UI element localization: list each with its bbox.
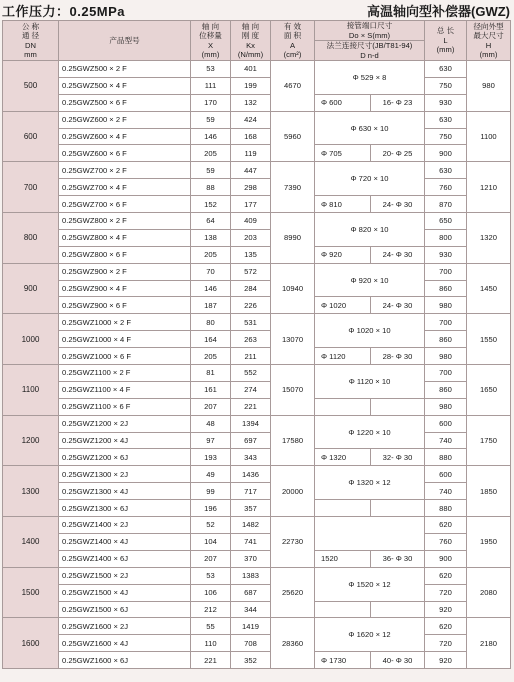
- model-cell: 0.25GWZ1200 × 6J: [59, 449, 191, 466]
- table-row: [3, 398, 511, 415]
- area-cell: 25620: [271, 567, 315, 618]
- length-cell: 880: [425, 500, 467, 517]
- outer-cell: 1750: [467, 415, 511, 466]
- x-cell: 104: [191, 533, 231, 550]
- dn-cell: 600: [3, 111, 59, 162]
- table-row: [3, 517, 511, 534]
- kx-cell: 1394: [231, 415, 271, 432]
- table-row: [3, 314, 511, 331]
- kx-cell: 352: [231, 652, 271, 669]
- kx-cell: 135: [231, 246, 271, 263]
- table-row: [3, 246, 511, 263]
- dn-cell: 1100: [3, 365, 59, 416]
- dn-cell: 1400: [3, 517, 59, 568]
- length-cell: 620: [425, 567, 467, 584]
- dn-cell: 1300: [3, 466, 59, 517]
- flange-nd-cell: [371, 500, 425, 517]
- table-header: [3, 21, 511, 61]
- kx-cell: 687: [231, 584, 271, 601]
- area-cell: 17580: [271, 415, 315, 466]
- flange-d-cell: Φ 920: [315, 246, 371, 263]
- dn-cell: 1500: [3, 567, 59, 618]
- table-row: [3, 179, 511, 196]
- kx-cell: 370: [231, 550, 271, 567]
- x-cell: 205: [191, 348, 231, 365]
- length-cell: 630: [425, 162, 467, 179]
- model-cell: 0.25GWZ700 × 6 F: [59, 196, 191, 213]
- conn-cell: Φ 1220 × 10: [315, 415, 425, 449]
- kx-cell: 168: [231, 128, 271, 145]
- table-row: [3, 618, 511, 635]
- length-cell: 930: [425, 94, 467, 111]
- conn-cell: Φ 820 × 10: [315, 213, 425, 247]
- table-row: [3, 196, 511, 213]
- length-cell: 870: [425, 196, 467, 213]
- outer-cell: 1320: [467, 213, 511, 264]
- flange-d-cell: Φ 1120: [315, 348, 371, 365]
- table-row: [3, 483, 511, 500]
- kx-cell: 1419: [231, 618, 271, 635]
- dn-cell: 1000: [3, 314, 59, 365]
- length-cell: 720: [425, 584, 467, 601]
- model-cell: 0.25GWZ1300 × 6J: [59, 500, 191, 517]
- model-cell: 0.25GWZ1500 × 6J: [59, 601, 191, 618]
- outer-cell: 1650: [467, 365, 511, 416]
- flange-d-cell: Φ 1730: [315, 652, 371, 669]
- model-cell: 0.25GWZ1100 × 2 F: [59, 365, 191, 382]
- x-cell: 48: [191, 415, 231, 432]
- model-cell: 0.25GWZ500 × 6 F: [59, 94, 191, 111]
- kx-cell: 298: [231, 179, 271, 196]
- kx-cell: 344: [231, 601, 271, 618]
- model-cell: 0.25GWZ1000 × 6 F: [59, 348, 191, 365]
- kx-cell: 697: [231, 432, 271, 449]
- kx-cell: 226: [231, 297, 271, 314]
- table-row: [3, 584, 511, 601]
- outer-cell: 2180: [467, 618, 511, 669]
- model-cell: 0.25GWZ1400 × 6J: [59, 550, 191, 567]
- conn-cell: Φ 529 × 8: [315, 61, 425, 95]
- table-row: [3, 162, 511, 179]
- kx-cell: 177: [231, 196, 271, 213]
- conn-cell: Φ 630 × 10: [315, 111, 425, 145]
- model-cell: 0.25GWZ900 × 2 F: [59, 263, 191, 280]
- kx-cell: 119: [231, 145, 271, 162]
- table-row: [3, 77, 511, 94]
- table-row: [3, 280, 511, 297]
- model-cell: 0.25GWZ1300 × 2J: [59, 466, 191, 483]
- model-cell: 0.25GWZ1500 × 2J: [59, 567, 191, 584]
- model-cell: 0.25GWZ1000 × 2 F: [59, 314, 191, 331]
- x-cell: 205: [191, 145, 231, 162]
- spec-table: [2, 20, 511, 669]
- conn-cell: Φ 920 × 10: [315, 263, 425, 297]
- outer-cell: 980: [467, 61, 511, 112]
- x-cell: 97: [191, 432, 231, 449]
- x-cell: 59: [191, 162, 231, 179]
- area-cell: 5960: [271, 111, 315, 162]
- header-length: 总 长 L (mm): [425, 21, 467, 61]
- conn-cell: Φ 1020 × 10: [315, 314, 425, 348]
- model-cell: 0.25GWZ900 × 6 F: [59, 297, 191, 314]
- kx-cell: 1436: [231, 466, 271, 483]
- area-cell: 15070: [271, 365, 315, 416]
- length-cell: 980: [425, 297, 467, 314]
- flange-d-cell: Φ 705: [315, 145, 371, 162]
- x-cell: 170: [191, 94, 231, 111]
- model-cell: 0.25GWZ1100 × 4 F: [59, 381, 191, 398]
- x-cell: 49: [191, 466, 231, 483]
- dn-cell: 1200: [3, 415, 59, 466]
- model-cell: 0.25GWZ900 × 4 F: [59, 280, 191, 297]
- kx-cell: 221: [231, 398, 271, 415]
- kx-cell: 424: [231, 111, 271, 128]
- length-cell: 630: [425, 111, 467, 128]
- x-cell: 193: [191, 449, 231, 466]
- model-cell: 0.25GWZ1200 × 4J: [59, 432, 191, 449]
- kx-cell: 447: [231, 162, 271, 179]
- length-cell: 800: [425, 229, 467, 246]
- flange-d-cell: Φ 1320: [315, 449, 371, 466]
- x-cell: 152: [191, 196, 231, 213]
- length-cell: 720: [425, 635, 467, 652]
- length-cell: 740: [425, 483, 467, 500]
- x-cell: 138: [191, 229, 231, 246]
- table-row: [3, 263, 511, 280]
- kx-cell: 203: [231, 229, 271, 246]
- kx-cell: 343: [231, 449, 271, 466]
- model-cell: 0.25GWZ600 × 6 F: [59, 145, 191, 162]
- model-cell: 0.25GWZ1300 × 4J: [59, 483, 191, 500]
- length-cell: 600: [425, 415, 467, 432]
- kx-cell: 211: [231, 348, 271, 365]
- outer-cell: 1950: [467, 517, 511, 568]
- x-cell: 111: [191, 77, 231, 94]
- outer-cell: 1550: [467, 314, 511, 365]
- kx-cell: 1482: [231, 517, 271, 534]
- header-dn: 公 称 通 径 DN mm: [3, 21, 59, 61]
- table-row: [3, 601, 511, 618]
- length-cell: 930: [425, 246, 467, 263]
- flange-nd-cell: 20- Φ 25: [371, 145, 425, 162]
- table-row: [3, 61, 511, 78]
- model-cell: 0.25GWZ1400 × 4J: [59, 533, 191, 550]
- model-cell: 0.25GWZ1200 × 2J: [59, 415, 191, 432]
- length-cell: 740: [425, 432, 467, 449]
- flange-nd-cell: [371, 601, 425, 618]
- table-row: [3, 229, 511, 246]
- x-cell: 164: [191, 331, 231, 348]
- area-cell: 4670: [271, 61, 315, 112]
- conn-cell: Φ 1120 × 10: [315, 365, 425, 399]
- flange-d-cell: Φ 810: [315, 196, 371, 213]
- flange-nd-cell: [371, 398, 425, 415]
- table-row: [3, 331, 511, 348]
- model-cell: 0.25GWZ700 × 4 F: [59, 179, 191, 196]
- length-cell: 630: [425, 61, 467, 78]
- table-row: [3, 466, 511, 483]
- model-cell: 0.25GWZ1600 × 6J: [59, 652, 191, 669]
- kx-cell: 357: [231, 500, 271, 517]
- flange-nd-cell: 16- Φ 23: [371, 94, 425, 111]
- kx-cell: 409: [231, 213, 271, 230]
- x-cell: 99: [191, 483, 231, 500]
- length-cell: 750: [425, 77, 467, 94]
- table-row: [3, 111, 511, 128]
- x-cell: 196: [191, 500, 231, 517]
- table-title: 高温轴向型补偿器(GWZ): [367, 4, 510, 19]
- flange-nd-cell: 36- Φ 30: [371, 550, 425, 567]
- table-row: [3, 432, 511, 449]
- outer-cell: 2080: [467, 567, 511, 618]
- flange-d-cell: [315, 601, 371, 618]
- table-row: [3, 297, 511, 314]
- outer-cell: 1210: [467, 162, 511, 213]
- flange-nd-cell: 24- Φ 30: [371, 297, 425, 314]
- table-row: [3, 533, 511, 550]
- flange-d-cell: Φ 1020: [315, 297, 371, 314]
- model-cell: 0.25GWZ600 × 4 F: [59, 128, 191, 145]
- kx-cell: 263: [231, 331, 271, 348]
- x-cell: 212: [191, 601, 231, 618]
- header-model: 产品型号: [59, 21, 191, 61]
- table-row: [3, 635, 511, 652]
- title-bar: [0, 0, 514, 18]
- kx-cell: 708: [231, 635, 271, 652]
- x-cell: 52: [191, 517, 231, 534]
- area-cell: 7390: [271, 162, 315, 213]
- length-cell: 920: [425, 601, 467, 618]
- table-row: [3, 652, 511, 669]
- conn-cell: [315, 517, 425, 551]
- model-cell: 0.25GWZ1100 × 6 F: [59, 398, 191, 415]
- flange-nd-cell: 24- Φ 30: [371, 246, 425, 263]
- area-cell: 20000: [271, 466, 315, 517]
- page-title: 工作压力：0.25MPa: [2, 4, 126, 19]
- x-cell: 53: [191, 567, 231, 584]
- table-row: [3, 449, 511, 466]
- length-cell: 750: [425, 128, 467, 145]
- header-x: 轴 向 位移量 X (mm): [191, 21, 231, 61]
- kx-cell: 401: [231, 61, 271, 78]
- kx-cell: 284: [231, 280, 271, 297]
- x-cell: 88: [191, 179, 231, 196]
- length-cell: 620: [425, 618, 467, 635]
- length-cell: 760: [425, 179, 467, 196]
- model-cell: 0.25GWZ800 × 4 F: [59, 229, 191, 246]
- table-body: [3, 61, 511, 669]
- model-cell: 0.25GWZ800 × 6 F: [59, 246, 191, 263]
- length-cell: 900: [425, 550, 467, 567]
- header-flange: 法兰连接尺寸(JB/T81-94) D n-d: [315, 41, 425, 61]
- kx-cell: 132: [231, 94, 271, 111]
- kx-cell: 741: [231, 533, 271, 550]
- x-cell: 70: [191, 263, 231, 280]
- table-row: [3, 128, 511, 145]
- outer-cell: 1450: [467, 263, 511, 314]
- model-cell: 0.25GWZ1500 × 4J: [59, 584, 191, 601]
- length-cell: 980: [425, 398, 467, 415]
- table-row: [3, 567, 511, 584]
- kx-cell: 531: [231, 314, 271, 331]
- dn-cell: 900: [3, 263, 59, 314]
- length-cell: 650: [425, 213, 467, 230]
- x-cell: 187: [191, 297, 231, 314]
- flange-nd-cell: 40- Φ 30: [371, 652, 425, 669]
- x-cell: 53: [191, 61, 231, 78]
- length-cell: 600: [425, 466, 467, 483]
- flange-nd-cell: 32- Φ 30: [371, 449, 425, 466]
- kx-cell: 274: [231, 381, 271, 398]
- table-row: [3, 348, 511, 365]
- model-cell: 0.25GWZ700 × 2 F: [59, 162, 191, 179]
- length-cell: 860: [425, 381, 467, 398]
- area-cell: 28360: [271, 618, 315, 669]
- table-row: [3, 365, 511, 382]
- header-outer: 径向外型 最大尺寸 H (mm): [467, 21, 511, 61]
- model-cell: 0.25GWZ600 × 2 F: [59, 111, 191, 128]
- x-cell: 205: [191, 246, 231, 263]
- x-cell: 55: [191, 618, 231, 635]
- flange-d-cell: [315, 500, 371, 517]
- model-cell: 0.25GWZ500 × 2 F: [59, 61, 191, 78]
- outer-cell: 1850: [467, 466, 511, 517]
- length-cell: 880: [425, 449, 467, 466]
- table-row: [3, 415, 511, 432]
- x-cell: 146: [191, 280, 231, 297]
- x-cell: 59: [191, 111, 231, 128]
- area-cell: 13070: [271, 314, 315, 365]
- dn-cell: 700: [3, 162, 59, 213]
- table-row: [3, 550, 511, 567]
- length-cell: 900: [425, 145, 467, 162]
- table-row: [3, 500, 511, 517]
- length-cell: 760: [425, 533, 467, 550]
- length-cell: 920: [425, 652, 467, 669]
- x-cell: 221: [191, 652, 231, 669]
- x-cell: 110: [191, 635, 231, 652]
- dn-cell: 1600: [3, 618, 59, 669]
- x-cell: 146: [191, 128, 231, 145]
- model-cell: 0.25GWZ1600 × 4J: [59, 635, 191, 652]
- table-row: [3, 94, 511, 111]
- model-cell: 0.25GWZ1400 × 2J: [59, 517, 191, 534]
- header-conn: 接管端口尺寸 Do × S(mm): [315, 21, 425, 41]
- conn-cell: Φ 1620 × 12: [315, 618, 425, 652]
- flange-d-cell: [315, 398, 371, 415]
- flange-nd-cell: 28- Φ 30: [371, 348, 425, 365]
- kx-cell: 199: [231, 77, 271, 94]
- kx-cell: 717: [231, 483, 271, 500]
- x-cell: 207: [191, 398, 231, 415]
- table-row: [3, 145, 511, 162]
- table-row: [3, 213, 511, 230]
- x-cell: 161: [191, 381, 231, 398]
- model-cell: 0.25GWZ1000 × 4 F: [59, 331, 191, 348]
- model-cell: 0.25GWZ800 × 2 F: [59, 213, 191, 230]
- length-cell: 980: [425, 348, 467, 365]
- dn-cell: 800: [3, 213, 59, 264]
- x-cell: 81: [191, 365, 231, 382]
- outer-cell: 1100: [467, 111, 511, 162]
- conn-cell: Φ 720 × 10: [315, 162, 425, 196]
- x-cell: 207: [191, 550, 231, 567]
- area-cell: 10940: [271, 263, 315, 314]
- conn-cell: Φ 1520 × 12: [315, 567, 425, 601]
- kx-cell: 1383: [231, 567, 271, 584]
- length-cell: 860: [425, 331, 467, 348]
- flange-nd-cell: 24- Φ 30: [371, 196, 425, 213]
- length-cell: 700: [425, 314, 467, 331]
- conn-cell: Φ 1320 × 12: [315, 466, 425, 500]
- x-cell: 64: [191, 213, 231, 230]
- model-cell: 0.25GWZ1600 × 2J: [59, 618, 191, 635]
- length-cell: 620: [425, 517, 467, 534]
- kx-cell: 552: [231, 365, 271, 382]
- length-cell: 860: [425, 280, 467, 297]
- table-row: [3, 381, 511, 398]
- header-kx: 轴 向 刚 度 Kx (N/mm): [231, 21, 271, 61]
- header-area: 有 效 面 积 A (cm²): [271, 21, 315, 61]
- length-cell: 700: [425, 365, 467, 382]
- area-cell: 22730: [271, 517, 315, 568]
- flange-d-cell: Φ 600: [315, 94, 371, 111]
- kx-cell: 572: [231, 263, 271, 280]
- model-cell: 0.25GWZ500 × 4 F: [59, 77, 191, 94]
- length-cell: 700: [425, 263, 467, 280]
- x-cell: 80: [191, 314, 231, 331]
- x-cell: 106: [191, 584, 231, 601]
- flange-d-cell: 1520: [315, 550, 371, 567]
- area-cell: 8990: [271, 213, 315, 264]
- dn-cell: 500: [3, 61, 59, 112]
